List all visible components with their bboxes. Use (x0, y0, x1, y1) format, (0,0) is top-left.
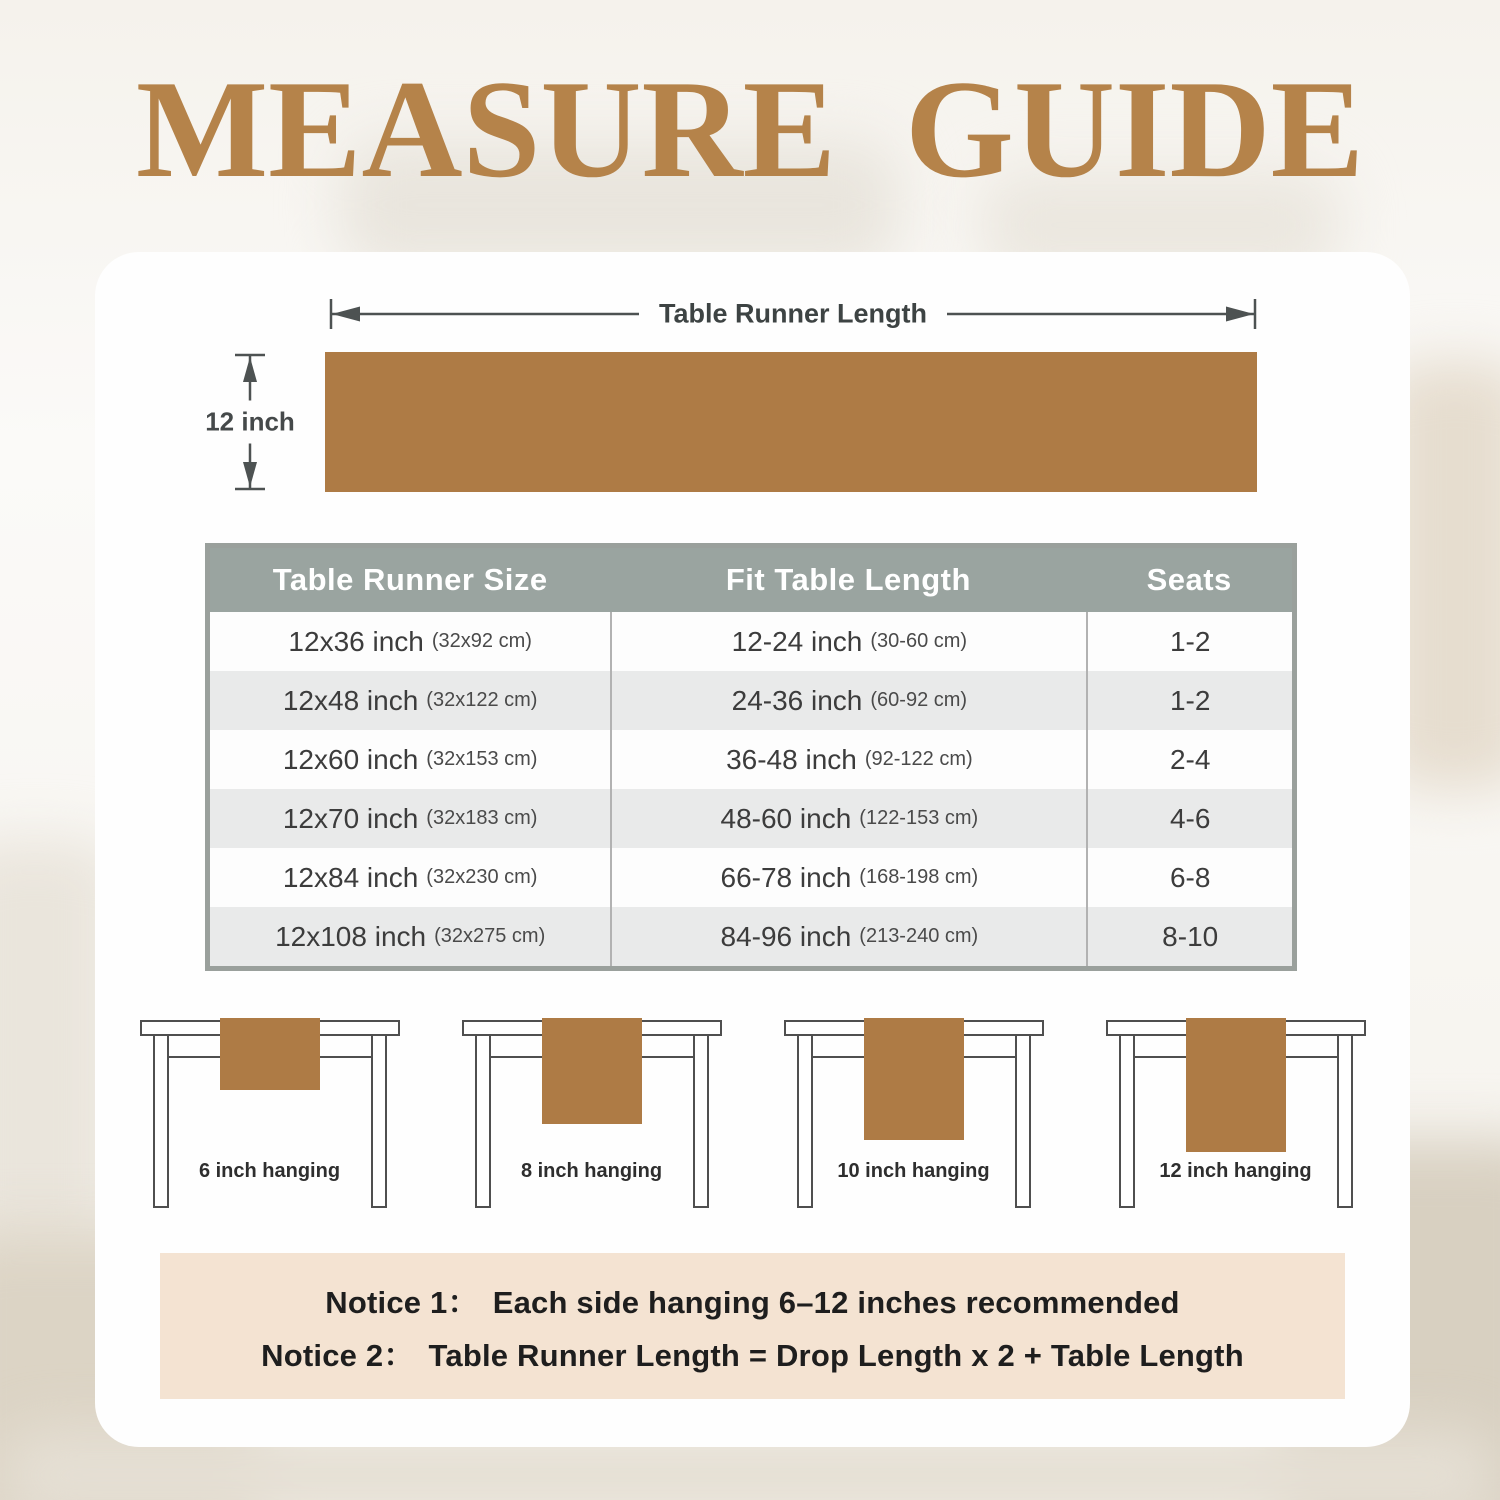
seats: 2-4 (1169, 743, 1211, 775)
seats: 1-2 (1169, 684, 1211, 716)
column-header-size: Table Runner Size (272, 562, 548, 597)
runner-size-cm: (32x92 cm) (431, 630, 532, 652)
table-row (210, 612, 1292, 671)
table-row (210, 848, 1292, 907)
runner-size: 12x70 inch (282, 802, 419, 834)
hanging-diagram-10in (784, 1020, 1044, 1212)
page-title: MEASURE GUIDE (135, 52, 1365, 207)
notice-1-text: Each side hanging 6–12 inches recommended (492, 1285, 1180, 1320)
runner-size-cm: (32x230 cm) (426, 866, 538, 888)
hanging-label: 8 inch hanging (520, 1160, 663, 1182)
notice-2-label: Notice 2： (261, 1338, 415, 1373)
fit-length: 12-24 inch (731, 625, 863, 657)
seats: 4-6 (1169, 802, 1211, 834)
size-chart (205, 543, 1297, 971)
hanging-diagrams (95, 1020, 1410, 1212)
hanging-diagram-8in (462, 1020, 722, 1212)
runner-drape (220, 1018, 320, 1090)
table-row (210, 671, 1292, 730)
notice-1 (160, 1277, 1345, 1322)
notice-2 (160, 1330, 1345, 1375)
length-dimension-label: Table Runner Length (639, 299, 947, 330)
table-row (210, 907, 1292, 966)
notice-panel (160, 1253, 1345, 1399)
runner-size-cm: (32x122 cm) (426, 689, 538, 711)
runner-drape (1186, 1018, 1286, 1152)
fit-length-cm: (213-240 cm) (859, 925, 979, 947)
size-chart-header (210, 548, 1292, 612)
width-dimension (200, 352, 300, 492)
runner-drape (864, 1018, 964, 1140)
width-dimension-label: 12 inch (203, 401, 297, 444)
seats: 1-2 (1169, 625, 1211, 657)
fit-length-cm: (30-60 cm) (870, 630, 968, 652)
fit-length-cm: (122-153 cm) (859, 807, 979, 829)
table-runner-swatch (325, 352, 1257, 492)
column-header-fit: Fit Table Length (725, 562, 971, 597)
notice-1-label: Notice 1： (325, 1285, 479, 1320)
seats: 6-8 (1169, 861, 1211, 893)
table-row (210, 789, 1292, 848)
fit-length: 66-78 inch (720, 861, 852, 893)
hanging-label: 12 inch hanging (1159, 1160, 1312, 1182)
fit-length: 36-48 inch (726, 743, 857, 775)
runner-size-cm: (32x153 cm) (426, 748, 538, 770)
fit-length-cm: (92-122 cm) (864, 748, 973, 770)
seats: 8-10 (1162, 920, 1219, 952)
fit-length: 84-96 inch (720, 920, 852, 952)
runner-size-cm: (32x275 cm) (434, 925, 546, 947)
content-card (95, 252, 1410, 1447)
notice-2-text: Table Runner Length = Drop Length x 2 + Table Length (428, 1338, 1244, 1373)
fit-length-cm: (60-92 cm) (870, 689, 968, 711)
column-header-seats: Seats (1146, 562, 1232, 597)
hanging-label: 6 inch hanging (198, 1160, 341, 1182)
length-dimension (328, 294, 1258, 334)
hanging-diagram-12in (1106, 1020, 1366, 1212)
fit-length: 24-36 inch (731, 684, 863, 716)
runner-size: 12x108 inch (275, 920, 427, 952)
fit-length-cm: (168-198 cm) (859, 866, 979, 888)
runner-drape (542, 1018, 642, 1124)
table-row (210, 730, 1292, 789)
runner-size: 12x36 inch (288, 625, 424, 657)
hanging-label: 10 inch hanging (837, 1160, 990, 1182)
runner-size: 12x48 inch (282, 684, 419, 716)
runner-size: 12x60 inch (282, 743, 419, 775)
fit-length: 48-60 inch (720, 802, 852, 834)
hanging-diagram-6in (140, 1020, 400, 1212)
runner-size: 12x84 inch (282, 861, 419, 893)
runner-size-cm: (32x183 cm) (426, 807, 538, 829)
